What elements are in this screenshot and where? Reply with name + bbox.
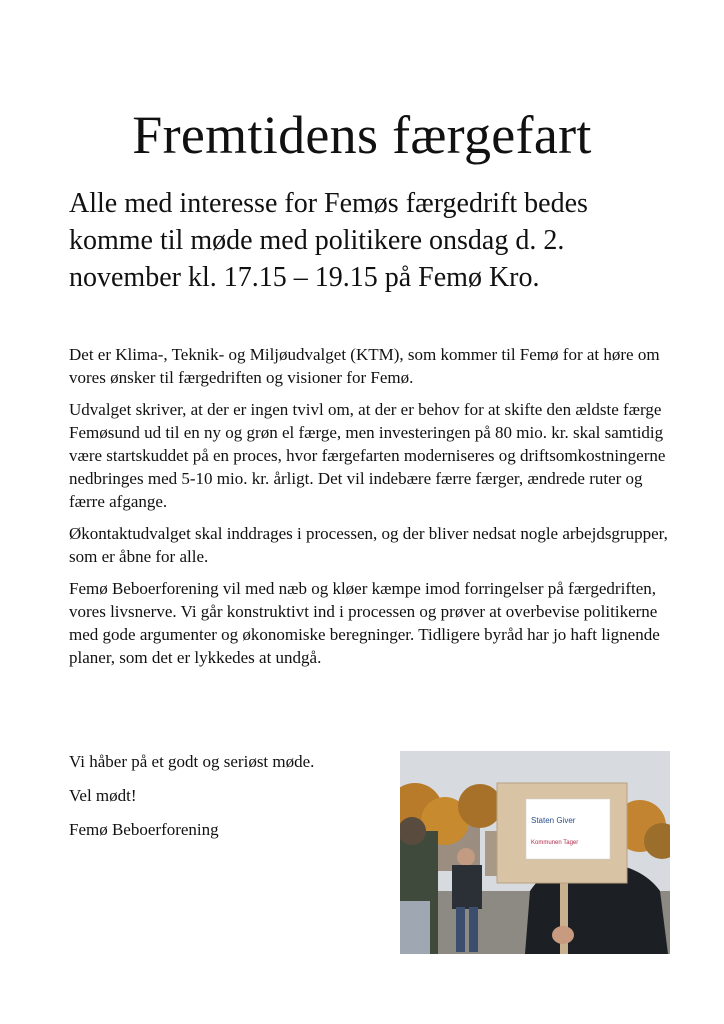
closing-line: Vi håber på et godt og seriøst møde. <box>69 752 315 771</box>
sign-text-line2: Kommunen Tager <box>531 840 579 846</box>
sign-text-line1: Staten Giver <box>531 816 576 825</box>
paragraph: Økontaktudvalget skal inddrages i processen, og der bliver nedsat nogle arbejdsgrupper, som er åbne for alle. <box>69 524 668 566</box>
protest-photo <box>400 751 670 954</box>
page-subtitle: Alle med interesse for Femøs færgedrift bedes komme til møde med politikere onsdag d. 2. november kl. 17.15 – 19.15 på Femø Kro. <box>69 188 588 293</box>
signature-line: Femø Beboerforening <box>69 820 219 839</box>
paragraph: Femø Beboerforening vil med næb og kløer kæmpe imod forringelser på færgedriften, vores livsnerve. Vi går konstruktivt ind i processen og prøver at overbevise politikerne med gode argumenter og økonomiske beregninger. Tidligere byråd har jo haft lignende planer, som det er lykkedes at undgå. <box>69 579 660 667</box>
paragraph: Udvalget skriver, at der er ingen tvivl om, at der er behov for at skifte den ældste færge Femøsund ud til en ny og grøn el færge, men investeringen på 80 mio. kr. skal samtidig være startskuddet på en proces, hvor færgefarten moderniseres og driftsomkostningerne nedbringes med 5-10 mio. kr. årligt. Det vil indebære færre færger, ændrede ruter og færre afgange. <box>69 400 666 511</box>
closing-line: Vel mødt! <box>69 786 137 805</box>
paragraph: Det er Klima-, Teknik- og Miljøudvalget (KTM), som kommer til Femø for at høre om vores ønsker til færgedriften og visioner for Femø. <box>69 345 660 387</box>
page-title: Fremtidens færgefart <box>132 105 592 165</box>
closing-text <box>69 750 389 852</box>
body-text <box>69 343 669 678</box>
protest-photo-image <box>400 751 670 954</box>
